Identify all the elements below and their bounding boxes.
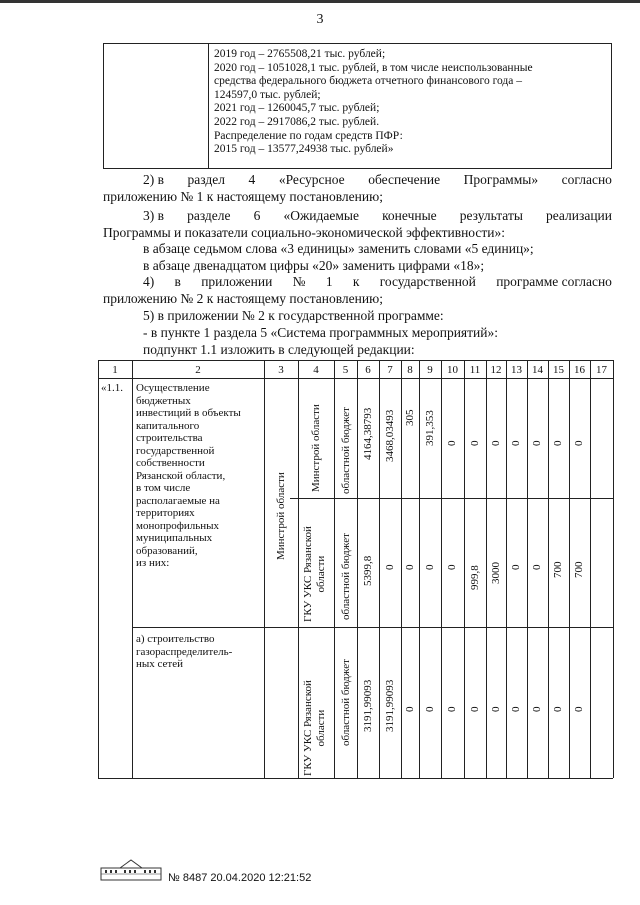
value-cell: 0 bbox=[424, 564, 436, 570]
funding-line: 2020 год – 1051028,1 тыс. рублей, в том числе неиспользованные bbox=[214, 61, 533, 74]
value-cell: 0 bbox=[552, 440, 564, 446]
paragraph-abzac-12: в абзаце двенадцатом цифры «20» заменить цифрами «18»; bbox=[143, 258, 485, 273]
col-header: 14 bbox=[532, 364, 543, 376]
funding-line: 2019 год – 2765508,21 тыс. рублей; bbox=[214, 48, 386, 60]
value-cell: 0 bbox=[404, 564, 416, 570]
value-cell: 0 bbox=[510, 564, 522, 570]
value-cell: 0 bbox=[573, 706, 585, 712]
registration-stamp: № 8487 20.04.2020 12:21:52 bbox=[168, 872, 312, 884]
value-cell: 700 bbox=[573, 561, 585, 578]
funding-line: средства федерального бюджета отчетного финансового года – bbox=[214, 75, 523, 88]
col-header: 7 bbox=[387, 364, 393, 376]
value-cell: 0 bbox=[446, 440, 458, 446]
paragraph-item-2: 2) в раздел 4 «Ресурсное обеспечение Программы» согласно bbox=[143, 172, 612, 187]
col-header: 3 bbox=[278, 364, 284, 376]
executor-b: ГКУ УКС Рязанской области bbox=[302, 526, 327, 622]
value-cell: 0 bbox=[510, 706, 522, 712]
value-cell: 700 bbox=[552, 561, 564, 578]
value-cell: 0 bbox=[531, 564, 543, 570]
col-header: 5 bbox=[342, 364, 349, 376]
value-cell: 0 bbox=[531, 706, 543, 712]
source-row2: областной бюджет bbox=[340, 659, 352, 746]
paragraph-item-5: 5) в приложении № 2 к государственной программе: bbox=[143, 308, 444, 323]
value-cell: 5399,8 bbox=[362, 555, 374, 586]
value-cell: 0 bbox=[446, 564, 458, 570]
value-cell: 0 bbox=[490, 706, 502, 712]
measure-name-a: а) строительство газораспределитель- ных сетей bbox=[136, 633, 233, 670]
value-cell: 0 bbox=[573, 440, 585, 446]
paragraph-section-5: - в пункте 1 раздела 5 «Система программных мероприятий»: bbox=[143, 325, 498, 340]
value-cell: 0 bbox=[404, 706, 416, 712]
value-cell: 999,8 bbox=[469, 565, 481, 590]
registry-logo-icon bbox=[100, 858, 162, 882]
executor-row2: ГКУ УКС Рязанской области bbox=[302, 680, 327, 776]
col-header: 2 bbox=[195, 364, 201, 376]
funding-cell bbox=[214, 48, 606, 157]
value-cell: 0 bbox=[469, 440, 481, 446]
value-cell: 391,353 bbox=[424, 410, 436, 446]
scan-edge-line bbox=[0, 0, 640, 3]
paragraph-subpoint: подпункт 1.1 изложить в следующей редакции: bbox=[143, 342, 415, 357]
col-header: 16 bbox=[574, 364, 585, 376]
value-cell: 0 bbox=[531, 440, 543, 446]
value-cell: 4164,38793 bbox=[362, 407, 374, 460]
value-cell: 0 bbox=[424, 706, 436, 712]
col-header: 10 bbox=[447, 364, 458, 376]
col-header: 9 bbox=[427, 364, 433, 376]
executor-a: Минстрой области bbox=[310, 404, 322, 492]
paragraph-item-3: 3) в разделе 6 «Ожидаемые конечные результаты реализации bbox=[143, 208, 612, 223]
value-cell: 3468,03493 bbox=[384, 409, 396, 462]
value-cell: 0 bbox=[552, 706, 564, 712]
measure-name: Осуществление бюджетных инвестиций в объекты капитального строительства государственной собственности Рязанской области, в том числе располагаемые на территориях монопрофильных муниципальных образований, из них: bbox=[136, 382, 241, 569]
paragraph-abzac-7: в абзаце седьмом слова «3 единицы» заменить словами «5 единиц»; bbox=[143, 241, 534, 256]
value-cell: 3191,99093 bbox=[362, 679, 374, 732]
col-header: 8 bbox=[407, 364, 413, 376]
col-header: 12 bbox=[490, 364, 502, 376]
funding-line: 2022 год – 2917086,2 тыс. рублей. bbox=[214, 115, 380, 128]
col-header: 17 bbox=[596, 364, 607, 376]
table-divider bbox=[208, 44, 209, 168]
col-header: 6 bbox=[365, 364, 371, 376]
col-header: 1 bbox=[112, 364, 118, 376]
funding-line: 2021 год – 1260045,7 тыс. рублей; bbox=[214, 102, 380, 115]
value-cell: 305 bbox=[404, 409, 416, 426]
col-header: 15 bbox=[553, 364, 564, 376]
source-b: областной бюджет bbox=[340, 533, 352, 620]
row-number: «1.1. bbox=[101, 382, 123, 394]
value-cell: 0 bbox=[469, 706, 481, 712]
source-a: областной бюджет bbox=[340, 407, 352, 494]
funding-line: Распределение по годам средств ПФР: bbox=[214, 129, 403, 142]
paragraph-item-2-cont: приложению № 1 к настоящему постановлению; bbox=[103, 189, 383, 204]
value-cell: 0 bbox=[490, 440, 502, 446]
value-cell: 0 bbox=[384, 564, 396, 570]
paragraph-item-3-cont: Программы и показатели социально-экономической эффективности»: bbox=[103, 225, 506, 240]
value-cell: 0 bbox=[446, 706, 458, 712]
responsible-executor: Минстрой области bbox=[275, 472, 287, 560]
col-header: 4 bbox=[313, 364, 319, 376]
col-header: 13 bbox=[511, 364, 522, 376]
funding-table-fragment bbox=[103, 43, 612, 169]
paragraph-item-4-cont: приложению № 2 к настоящему постановлению; bbox=[103, 291, 383, 306]
page-number: 3 bbox=[316, 12, 324, 27]
paragraph-item-4: 4) в приложении № 1 к государственной программе согласно bbox=[143, 274, 612, 289]
value-cell: 3191,99093 bbox=[384, 679, 396, 732]
funding-line: 2015 год – 13577,24938 тыс. рублей» bbox=[214, 143, 394, 156]
col-header: 11 bbox=[469, 364, 481, 376]
value-cell: 0 bbox=[510, 440, 522, 446]
value-cell: 3000 bbox=[490, 562, 502, 584]
funding-line: 124597,0 тыс. рублей; bbox=[214, 88, 321, 101]
